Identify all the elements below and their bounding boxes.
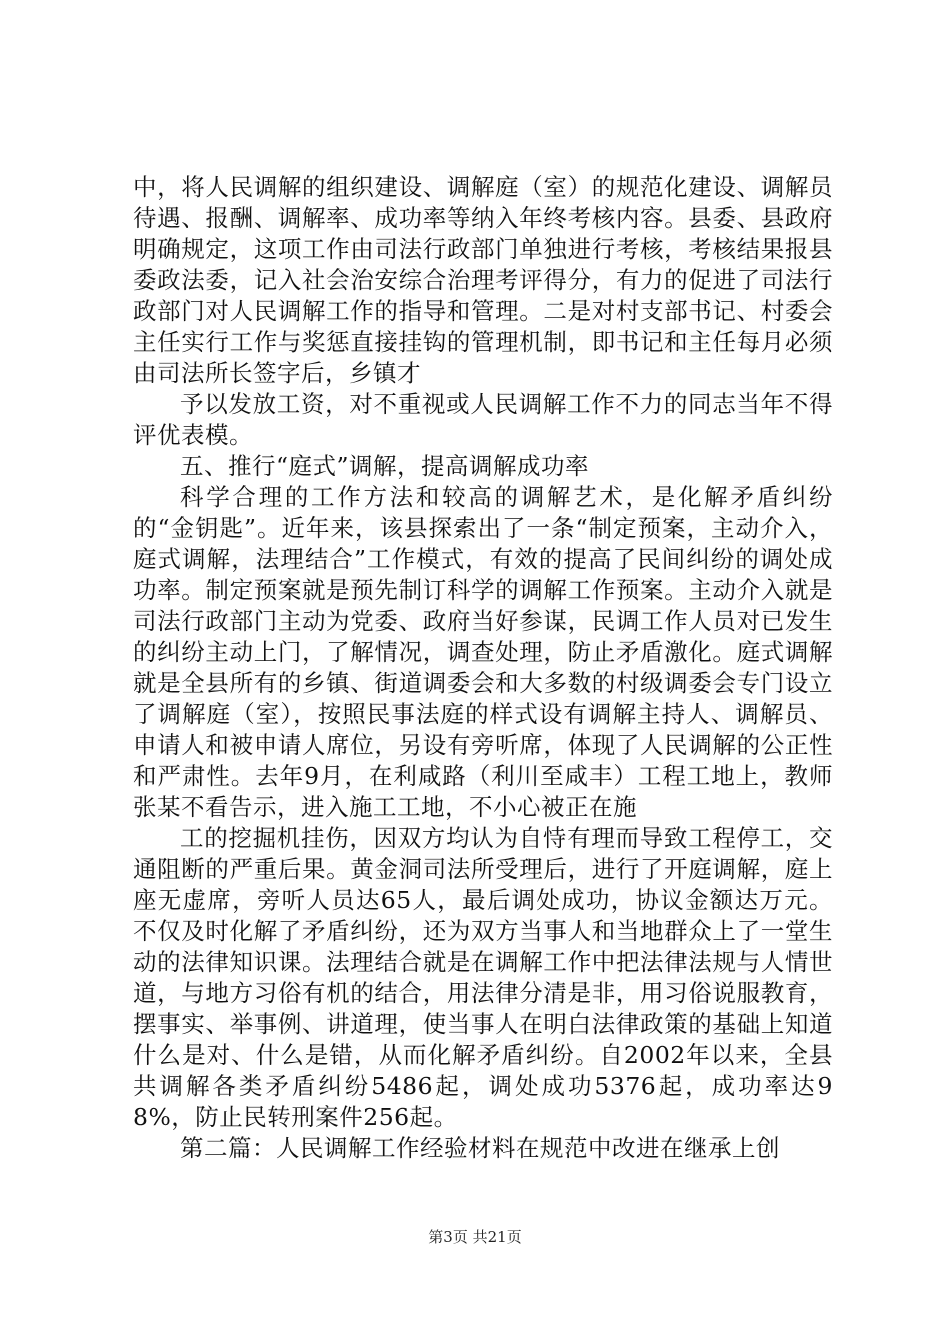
paragraph: 工的挖掘机挂伤，因双方均认为自恃有理而导致工程停工，交通阻断的严重后果。黄金洞司法所受理后，进行了开庭调解，庭上座无虚席，旁听人员达65人，最后调处成功，协议金额达万元。不仅及时化解了矛盾纠纷，还为双方当事人和当地群众上了一堂生动的法律知识课。法理结合就是在调解工作中把法律法规与人情世道，与地方习俗有机的结合，用法律分清是非，用习俗说服教育，摆事实、举事例、讲道理，使当事人在明白法律政策的基础上知道什么是对、什么是错，从而化解矛盾纠纷。自2002年以来，全县共调解各类矛盾纠纷5486起，调处成功5376起，成功率达98%，防止民转刑案件256起。 bbox=[133, 824, 833, 1131]
document-body bbox=[133, 172, 833, 1164]
paragraph: 中，将人民调解的组织建设、调解庭（室）的规范化建设、调解员待遇、报酬、调解率、成功率等纳入年终考核内容。县委、县政府明确规定，这项工作由司法行政部门单独进行考核，考核结果报县委政法委，记入社会治安综合治理考评得分，有力的促进了司法行政部门对人民调解工作的指导和管理。二是对村支部书记、村委会主任实行工作与奖惩直接挂钩的管理机制，即书记和主任每月必须由司法所长签字后，乡镇才 bbox=[133, 173, 833, 387]
page-number-footer: 第3页 共21页 bbox=[428, 1228, 522, 1246]
paragraph: 科学合理的工作方法和较高的调解艺术，是化解矛盾纠纷的“金钥匙”。近年来，该县探索出了一条“制定预案，主动介入，庭式调解，法理结合”工作模式，有效的提高了民间纠纷的调处成功率。制定预案就是预先制订科学的调解工作预案。主动介入就是司法行政部门主动为党委、政府当好参谋，民调工作人员对已发生的纠纷主动上门，了解情况，调查处理，防止矛盾激化。庭式调解就是全县所有的乡镇、街道调委会和大多数的村级调委会专门设立了调解庭（室），按照民事法庭的样式设有调解主持人、调解员、申请人和被申请人席位，另设有旁听席，体现了人民调解的公正性和严肃性。去年9月，在利咸路（利川至咸丰）工程工地上，教师张某不看告示，进入施工工地，不小心被正在施 bbox=[133, 483, 833, 821]
paragraph: 第二篇：人民调解工作经验材料在规范中改进在继承上创 bbox=[180, 1134, 780, 1162]
paragraph: 予以发放工资，对不重视或人民调解工作不力的同志当年不得评优表模。 bbox=[133, 390, 833, 449]
section-heading: 五、推行“庭式”调解，提高调解成功率 bbox=[180, 452, 590, 480]
